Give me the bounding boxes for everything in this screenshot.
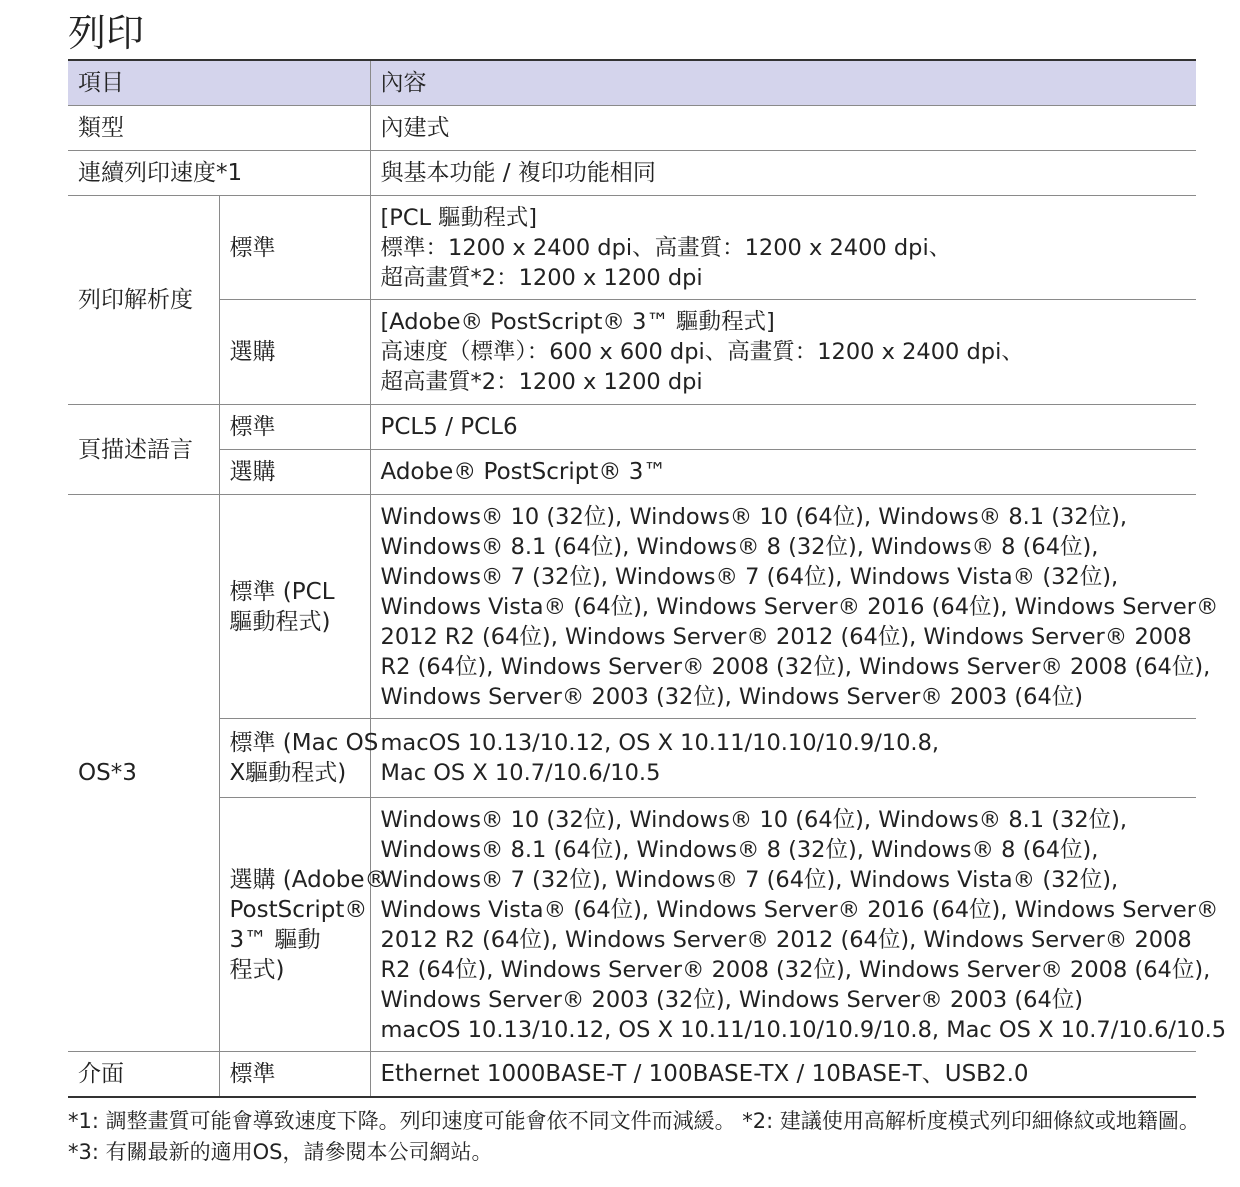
table-row-interface [68,1052,1196,1097]
os-mac-line: macOS 10.13/10.12, OS X 10.11/10.10/10.9/10.8, [380,730,940,756]
os-ps-line: Windows® 7 (32位), Windows® 7 (64位), Windows Vista® (32位), [380,866,1119,893]
os-pcl-line: Windows Vista® (64位), Windows Server® 2016 (64位), Windows Server® [380,593,1219,620]
os-ps-label-line: 3™ 驅動 [229,926,321,953]
os-pcl-line: 2012 R2 (64位), Windows Server® 2012 (64位), Windows Server® 2008 [380,623,1192,650]
os-mac-value [370,719,1196,798]
os-ps-label [219,798,388,1052]
os-pcl-label-line: 驅動程式) [229,608,331,635]
interface-label: 介面 [68,1052,219,1097]
pdl-label: 頁描述語言 [68,405,219,495]
pdl-optional-value: Adobe® PostScript® 3™ [370,450,1196,495]
resolution-standard-label: 標準 [219,196,370,300]
table-row-speed [68,151,1196,196]
table-row-os-mac [68,719,1196,798]
os-ps-line: Windows® 10 (32位), Windows® 10 (64位), Windows® 8.1 (32位), [380,806,1128,833]
resolution-optional-value [370,300,1196,405]
table-row-type [68,106,1196,151]
resolution-standard-line: 標準：1200 x 2400 dpi、高畫質：1200 x 2400 dpi、 [380,234,952,261]
os-ps-label-line: PostScript® [229,896,368,923]
os-pcl-value [370,495,1219,719]
os-ps-line: R2 (64位), Windows Server® 2008 (32位), Windows Server® 2008 (64位), [380,956,1211,983]
os-label: OS*3 [68,495,219,1052]
resolution-optional-line: 高速度（標準）：600 x 600 dpi、高畫質：1200 x 2400 dpi、 [380,339,1024,365]
os-mac-label-line: 標準 (Mac OS [229,730,379,756]
footnote-3: *3: 有關最新的適用OS，請參閱本公司網站。 [68,1140,493,1164]
interface-sub-label: 標準 [219,1052,370,1097]
os-mac-label [219,719,379,798]
table-row-pdl-standard [68,405,1196,450]
footnotes [68,1106,1200,1168]
table-row-os-pcl [68,495,1196,719]
resolution-optional-line: 超高畫質*2：1200 x 1200 dpi [380,369,703,395]
table-row-os-ps [68,798,1196,1052]
resolution-standard-line: 超高畫質*2：1200 x 1200 dpi [380,264,703,291]
speed-label: 連續列印速度*1 [68,151,370,196]
resolution-optional-label: 選購 [219,300,370,405]
header-item: 項目 [68,60,370,106]
table-row-resolution-standard [68,196,1196,300]
type-label: 類型 [68,106,370,151]
page-title: 列印 [68,11,145,55]
pdl-standard-label: 標準 [219,405,370,450]
os-mac-label-line: X驅動程式) [229,760,347,786]
os-pcl-line: Windows Server® 2003 (32位), Windows Server® 2003 (64位) [380,683,1084,710]
os-ps-line: 2012 R2 (64位), Windows Server® 2012 (64位), Windows Server® 2008 [380,926,1192,953]
footnote-2: *2: 建議使用高解析度模式列印細條紋或地籍圖。 [742,1109,1200,1133]
os-ps-line: Windows® 8.1 (64位), Windows® 8 (32位), Windows® 8 (64位), [380,836,1099,863]
os-ps-line: macOS 10.13/10.12, OS X 10.11/10.10/10.9/10.8, Mac OS X 10.7/10.6/10.5 [380,1016,1227,1043]
resolution-standard-line: [PCL 驅動程式] [380,204,538,231]
table-row-pdl-optional [68,450,1196,495]
os-pcl-label-line: 標準 (PCL [229,578,335,605]
footnote-1: *1: 調整畫質可能會導致速度下降。列印速度可能會依不同文件而減緩。 [68,1109,736,1133]
os-ps-line: Windows Vista® (64位), Windows Server® 2016 (64位), Windows Server® [380,896,1219,923]
print-spec-table [68,59,1227,1098]
os-pcl-line: Windows® 8.1 (64位), Windows® 8 (32位), Windows® 8 (64位), [380,533,1099,560]
os-mac-line: Mac OS X 10.7/10.6/10.5 [380,760,661,786]
interface-value: Ethernet 1000BASE-T / 100BASE-TX / 10BASE-T、USB2.0 [370,1052,1196,1097]
os-pcl-line: Windows® 7 (32位), Windows® 7 (64位), Windows Vista® (32位), [380,563,1119,590]
os-pcl-line: Windows® 10 (32位), Windows® 10 (64位), Windows® 8.1 (32位), [380,503,1128,530]
type-value: 內建式 [370,106,1196,151]
pdl-optional-label: 選購 [219,450,370,495]
os-pcl-label [219,495,370,719]
speed-value: 與基本功能 / 複印功能相同 [370,151,1196,196]
pdl-standard-value: PCL5 / PCL6 [370,405,1196,450]
os-ps-label-line: 選購 (Adobe® [229,866,388,893]
table-row-resolution-optional [68,300,1196,405]
os-ps-value [370,798,1227,1052]
table-header-row [68,60,1196,106]
os-pcl-line: R2 (64位), Windows Server® 2008 (32位), Windows Server® 2008 (64位), [380,653,1211,680]
os-ps-line: Windows Server® 2003 (32位), Windows Server® 2003 (64位) [380,986,1084,1013]
header-content: 內容 [370,60,1196,106]
os-ps-label-line: 程式) [229,956,285,983]
resolution-optional-line: [Adobe® PostScript® 3™ 驅動程式] [380,309,775,335]
resolution-standard-value [370,196,1196,300]
resolution-label: 列印解析度 [68,196,219,405]
